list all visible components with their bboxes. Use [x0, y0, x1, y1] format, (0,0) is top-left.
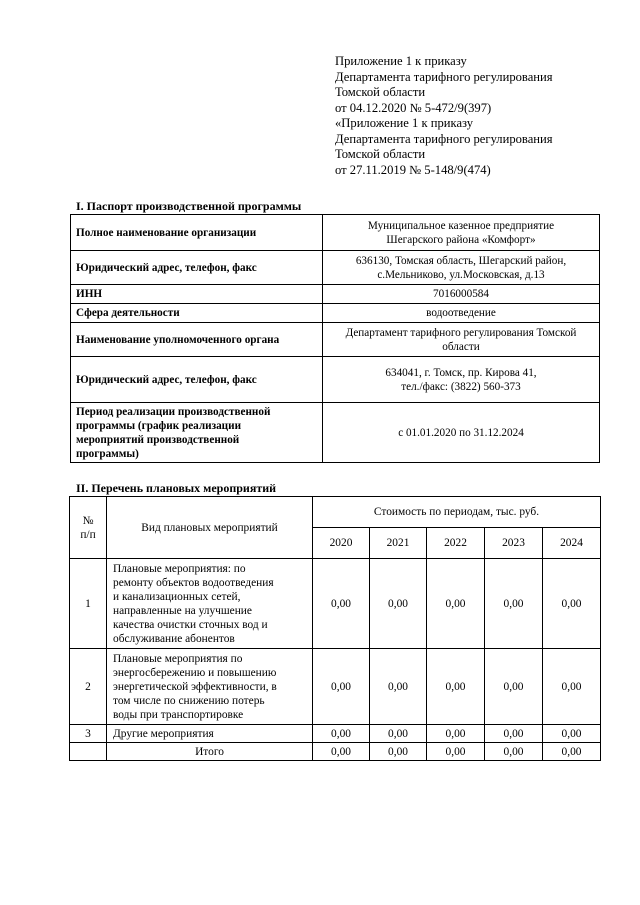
section-title-events: II. Перечень плановых мероприятий	[76, 481, 277, 495]
total-empty-cell	[70, 743, 107, 761]
value-line: 634041, г. Томск, пр. Кирова 41,	[385, 366, 537, 379]
order-header	[335, 54, 625, 178]
desc-line: качества очистки сточных вод и	[113, 618, 268, 631]
desc-line: Плановые мероприятия по	[113, 652, 243, 665]
year-header: 2020	[313, 528, 370, 559]
num-header	[70, 497, 107, 559]
key-line: программы (график реализации	[76, 419, 242, 432]
desc-line: энергетической эффективности, в	[113, 680, 277, 693]
key-line: Период реализации производственной	[76, 405, 271, 418]
desc-line: обслуживание абонентов	[113, 632, 235, 645]
value-cell: 0,00	[427, 649, 485, 725]
row-number: 1	[70, 559, 107, 649]
year-header: 2022	[427, 528, 485, 559]
header-line: Департамента тарифного регулирования	[335, 131, 553, 146]
header-line: «Приложение 1 к приказу	[335, 116, 474, 130]
table-row	[70, 725, 601, 743]
value-line: Муниципальное казенное предприятие	[367, 219, 555, 232]
passport-value: 7016000584	[323, 285, 600, 304]
value-line: области	[442, 340, 480, 353]
header-line: от 27.11.2019 № 5-148/9(474)	[335, 162, 491, 177]
passport-table	[70, 214, 600, 463]
value-cell: 0,00	[485, 649, 543, 725]
passport-value	[323, 251, 600, 285]
passport-key: Юридический адрес, телефон, факс	[71, 251, 323, 285]
passport-value: водоотведение	[323, 304, 600, 323]
header-line: Томской области	[335, 147, 426, 161]
section-title-passport: I. Паспорт производственной программы	[76, 199, 302, 213]
value-cell: 0,00	[427, 725, 485, 743]
passport-row	[71, 403, 600, 463]
desc-line: воды при транспортировке	[113, 708, 244, 721]
desc-line: ремонту объектов водоотведения	[113, 576, 274, 589]
passport-value	[323, 357, 600, 403]
row-description: Другие мероприятия	[107, 725, 313, 743]
year-header: 2021	[370, 528, 427, 559]
passport-key: ИНН	[71, 285, 323, 304]
header-line: Департамента тарифного регулирования	[335, 69, 553, 84]
passport-key: Сфера деятельности	[71, 304, 323, 323]
value-cell: 0,00	[370, 725, 427, 743]
kind-header: Вид плановых мероприятий	[107, 497, 313, 559]
value-cell: 0,00	[427, 559, 485, 649]
value-line: тел./факс: (3822) 560-373	[401, 380, 521, 393]
key-line: программы)	[76, 447, 139, 460]
desc-line: направленные на улучшение	[113, 604, 252, 617]
passport-key: Наименование уполномоченного органа	[71, 323, 323, 357]
passport-key: Полное наименование организации	[71, 215, 323, 251]
year-header: 2024	[543, 528, 601, 559]
passport-value	[323, 323, 600, 357]
value-cell: 0,00	[485, 559, 543, 649]
value-cell: 0,00	[543, 649, 601, 725]
cost-header: Стоимость по периодам, тыс. руб.	[313, 497, 601, 528]
desc-line: и канализационных сетей,	[113, 590, 241, 603]
events-table	[69, 496, 601, 761]
value-cell: 0,00	[313, 559, 370, 649]
passport-row	[71, 357, 600, 403]
passport-value: с 01.01.2020 по 31.12.2024	[323, 403, 600, 463]
desc-line: энергосбережению и повышению	[113, 666, 277, 679]
header-line: Томской области	[335, 85, 426, 99]
passport-value	[323, 215, 600, 251]
total-value-cell: 0,00	[485, 743, 543, 761]
passport-row	[71, 304, 600, 323]
value-cell: 0,00	[543, 725, 601, 743]
key-line: мероприятий производственной	[76, 433, 240, 446]
value-cell: 0,00	[543, 559, 601, 649]
num-header-line: №	[82, 514, 94, 527]
value-cell: 0,00	[370, 559, 427, 649]
total-value-cell: 0,00	[543, 743, 601, 761]
passport-row	[71, 215, 600, 251]
total-label: Итого	[107, 743, 313, 761]
header-line: от 04.12.2020 № 5-472/9(397)	[335, 100, 492, 115]
value-cell: 0,00	[370, 649, 427, 725]
num-header-line: п/п	[80, 528, 96, 541]
total-value-cell: 0,00	[313, 743, 370, 761]
value-cell: 0,00	[485, 725, 543, 743]
total-value-cell: 0,00	[427, 743, 485, 761]
desc-line: том числе по снижению потерь	[113, 694, 265, 707]
year-header: 2023	[485, 528, 543, 559]
row-number: 2	[70, 649, 107, 725]
passport-row	[71, 285, 600, 304]
row-number: 3	[70, 725, 107, 743]
value-line: с.Мельниково, ул.Московская, д.13	[377, 268, 545, 281]
value-line: 636130, Томская область, Шегарский район,	[355, 254, 567, 267]
value-line: Шегарского района «Комфорт»	[386, 233, 536, 246]
value-cell: 0,00	[313, 649, 370, 725]
passport-row	[71, 251, 600, 285]
total-value-cell: 0,00	[370, 743, 427, 761]
table-row	[70, 559, 601, 649]
desc-line: Плановые мероприятия: по	[113, 562, 246, 575]
row-description	[107, 559, 313, 649]
value-line: Департамент тарифного регулирования Томской	[345, 326, 577, 339]
passport-key	[71, 403, 323, 463]
passport-row	[71, 323, 600, 357]
passport-key: Юридический адрес, телефон, факс	[71, 357, 323, 403]
table-row	[70, 649, 601, 725]
header-line: Приложение 1 к приказу	[335, 54, 467, 68]
row-description	[107, 649, 313, 725]
value-cell: 0,00	[313, 725, 370, 743]
total-row	[70, 743, 601, 761]
events-header-row	[70, 497, 601, 528]
